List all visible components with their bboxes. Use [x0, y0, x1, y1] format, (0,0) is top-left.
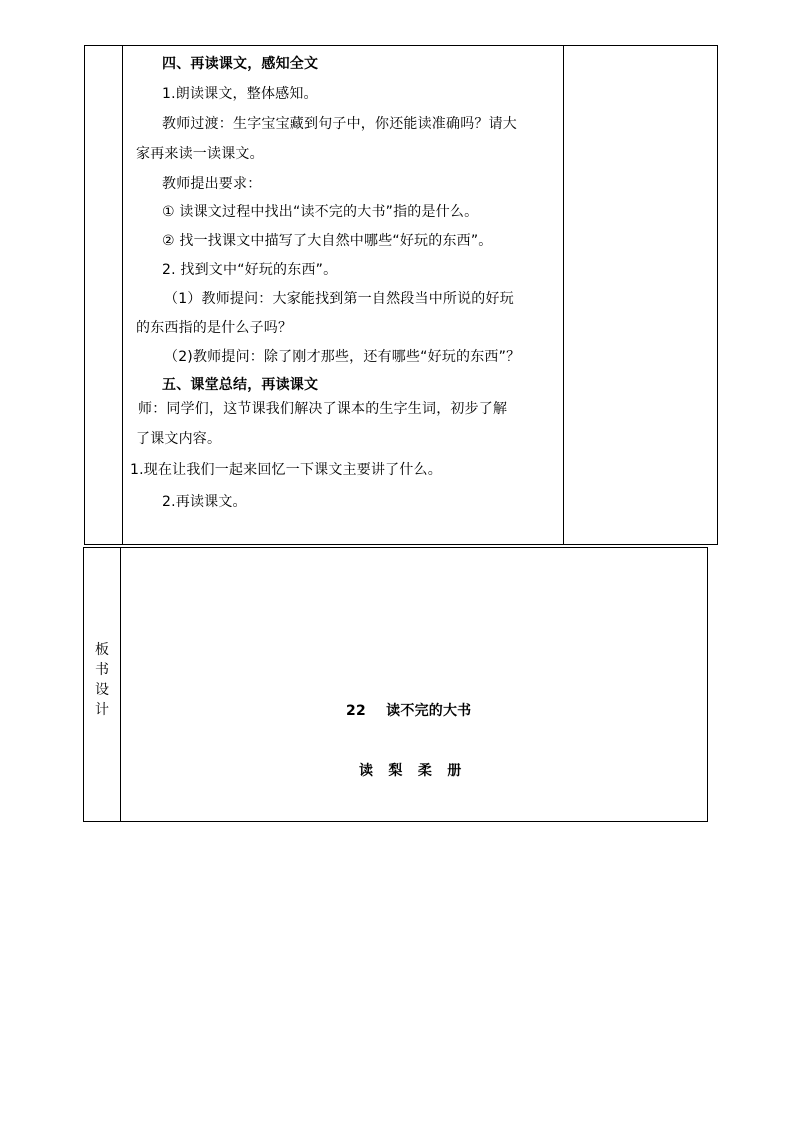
lesson-line: 家再来读一读课文。 — [136, 146, 264, 162]
label-char: 计 — [95, 702, 109, 718]
section-heading-reread: 四、再读课文，感知全文 — [162, 56, 319, 72]
label-char: 书 — [95, 662, 109, 678]
label-char: 设 — [95, 682, 109, 698]
lesson-line: ② 找一找课文中描写了大自然中哪些“好玩的东西”。 — [162, 233, 493, 249]
column-divider-1 — [122, 45, 123, 545]
lesson-line: 1.现在让我们一起来回忆一下课文主要讲了什么。 — [130, 462, 442, 478]
label-char: 板 — [95, 642, 109, 658]
board-title: 22 读不完的大书 — [346, 703, 472, 719]
lesson-line: 教师过渡：生字宝宝藏到句子中，你还能读准确吗？请大 — [162, 116, 517, 132]
board-words: 读 梨 柔 册 — [359, 763, 462, 779]
lesson-line: 2. 找到文中“好玩的东西”。 — [162, 262, 338, 278]
lesson-line: 的东西指的是什么子吗？ — [136, 320, 293, 336]
lesson-line: （1）教师提问：大家能找到第一自然段当中所说的好玩 — [164, 291, 514, 307]
table-border-left — [84, 45, 85, 545]
lesson-line: 教师提出要求： — [162, 176, 262, 192]
lesson-content — [124, 45, 560, 545]
lesson-line: ① 读课文过程中找出“读不完的大书”指的是什么。 — [162, 204, 479, 220]
table-border-top — [83, 547, 708, 548]
lesson-line: 了课文内容。 — [136, 431, 222, 447]
lesson-line: 师：同学们，这节课我们解决了课本的生字生词，初步了解 — [138, 401, 508, 417]
table-border-right — [717, 45, 718, 545]
lesson-line: （2)教师提问：除了刚才那些，还有哪些“好玩的东西”？ — [164, 349, 521, 365]
board-design-label — [83, 642, 121, 732]
lesson-line: 2.再读课文。 — [162, 494, 247, 510]
table-border-bottom — [83, 821, 708, 822]
section-heading-summary: 五、课堂总结，再读课文 — [162, 377, 319, 393]
column-divider-2 — [563, 45, 564, 545]
board-design-table — [83, 547, 708, 822]
table-border-right — [707, 547, 708, 822]
lesson-line: 1.朗读课文，整体感知。 — [162, 86, 318, 102]
